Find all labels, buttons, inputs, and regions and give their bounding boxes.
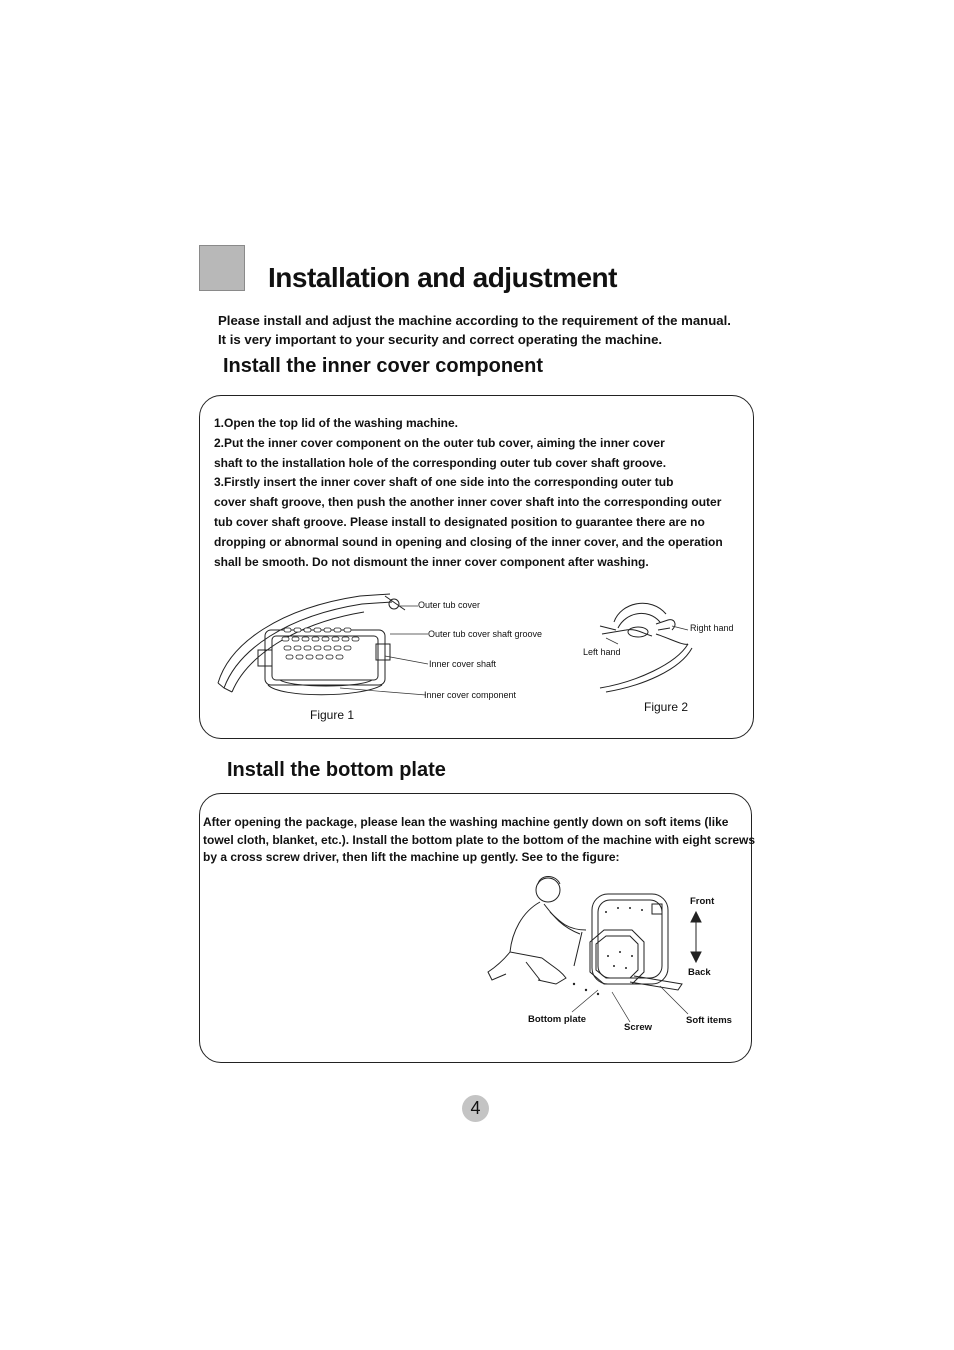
page-title: Installation and adjustment xyxy=(268,262,617,293)
section2-paragraph xyxy=(203,814,756,867)
paragraph-line: towel cloth, blanket, etc.). Install the bottom plate to the bottom of the machine with eight screws xyxy=(203,832,756,847)
section-marker-block xyxy=(199,245,245,291)
label-bottom-plate: Bottom plate xyxy=(528,1014,587,1025)
section1-steps xyxy=(214,414,744,572)
bottom-plate-illustration xyxy=(482,872,702,1012)
figure2-illustration xyxy=(596,594,696,694)
step-line: shaft to the installation hole of the corresponding outer tub cover shaft groove. xyxy=(214,455,667,470)
figure1-caption: Figure 1 xyxy=(310,708,355,722)
label-back: Back xyxy=(688,967,711,978)
label-screw: Screw xyxy=(624,1022,652,1033)
figure1-illustration xyxy=(210,588,430,708)
step-line: shall be smooth. Do not dismount the inner cover component after washing. xyxy=(214,554,649,569)
figure2-caption: Figure 2 xyxy=(644,700,689,714)
label-inner-cover-component: Inner cover component xyxy=(424,690,517,700)
step-line: tub cover shaft groove. Please install to designated position to guarantee there are no xyxy=(214,514,705,529)
label-front: Front xyxy=(690,896,715,907)
label-left-hand: Left hand xyxy=(583,647,621,657)
step-line: 3.Firstly insert the inner cover shaft of one side into the corresponding outer tub xyxy=(214,475,674,490)
label-outer-tub-cover: Outer tub cover xyxy=(418,600,481,610)
page-number: 4 xyxy=(462,1095,489,1122)
section2-heading: Install the bottom plate xyxy=(227,759,446,781)
label-shaft-groove: Outer tub cover shaft groove xyxy=(428,629,543,639)
label-right-hand: Right hand xyxy=(690,623,734,633)
paragraph-line: by a cross screw driver, then lift the machine up gently. See to the figure: xyxy=(203,850,620,864)
paragraph-line: After opening the package, please lean the washing machine gently down on soft items (like xyxy=(203,815,729,829)
step-line: 1.Open the top lid of the washing machine. xyxy=(214,416,459,430)
label-soft-items: Soft items xyxy=(686,1015,732,1026)
label-inner-cover-shaft: Inner cover shaft xyxy=(429,659,497,669)
intro-line: It is very important to your security and correct operating the machine. xyxy=(218,332,663,347)
intro-line: Please install and adjust the machine according to the requirement of the manual. xyxy=(218,313,731,328)
step-line: cover shaft groove, then push the another inner cover shaft into the corresponding outer xyxy=(214,495,722,510)
intro-text xyxy=(218,311,731,349)
section1-heading: Install the inner cover component xyxy=(223,355,544,377)
step-line: 2.Put the inner cover component on the outer tub cover, aiming the inner cover xyxy=(214,435,665,450)
step-line: dropping or abnormal sound in opening and closing of the inner cover, and the operation xyxy=(214,534,723,549)
